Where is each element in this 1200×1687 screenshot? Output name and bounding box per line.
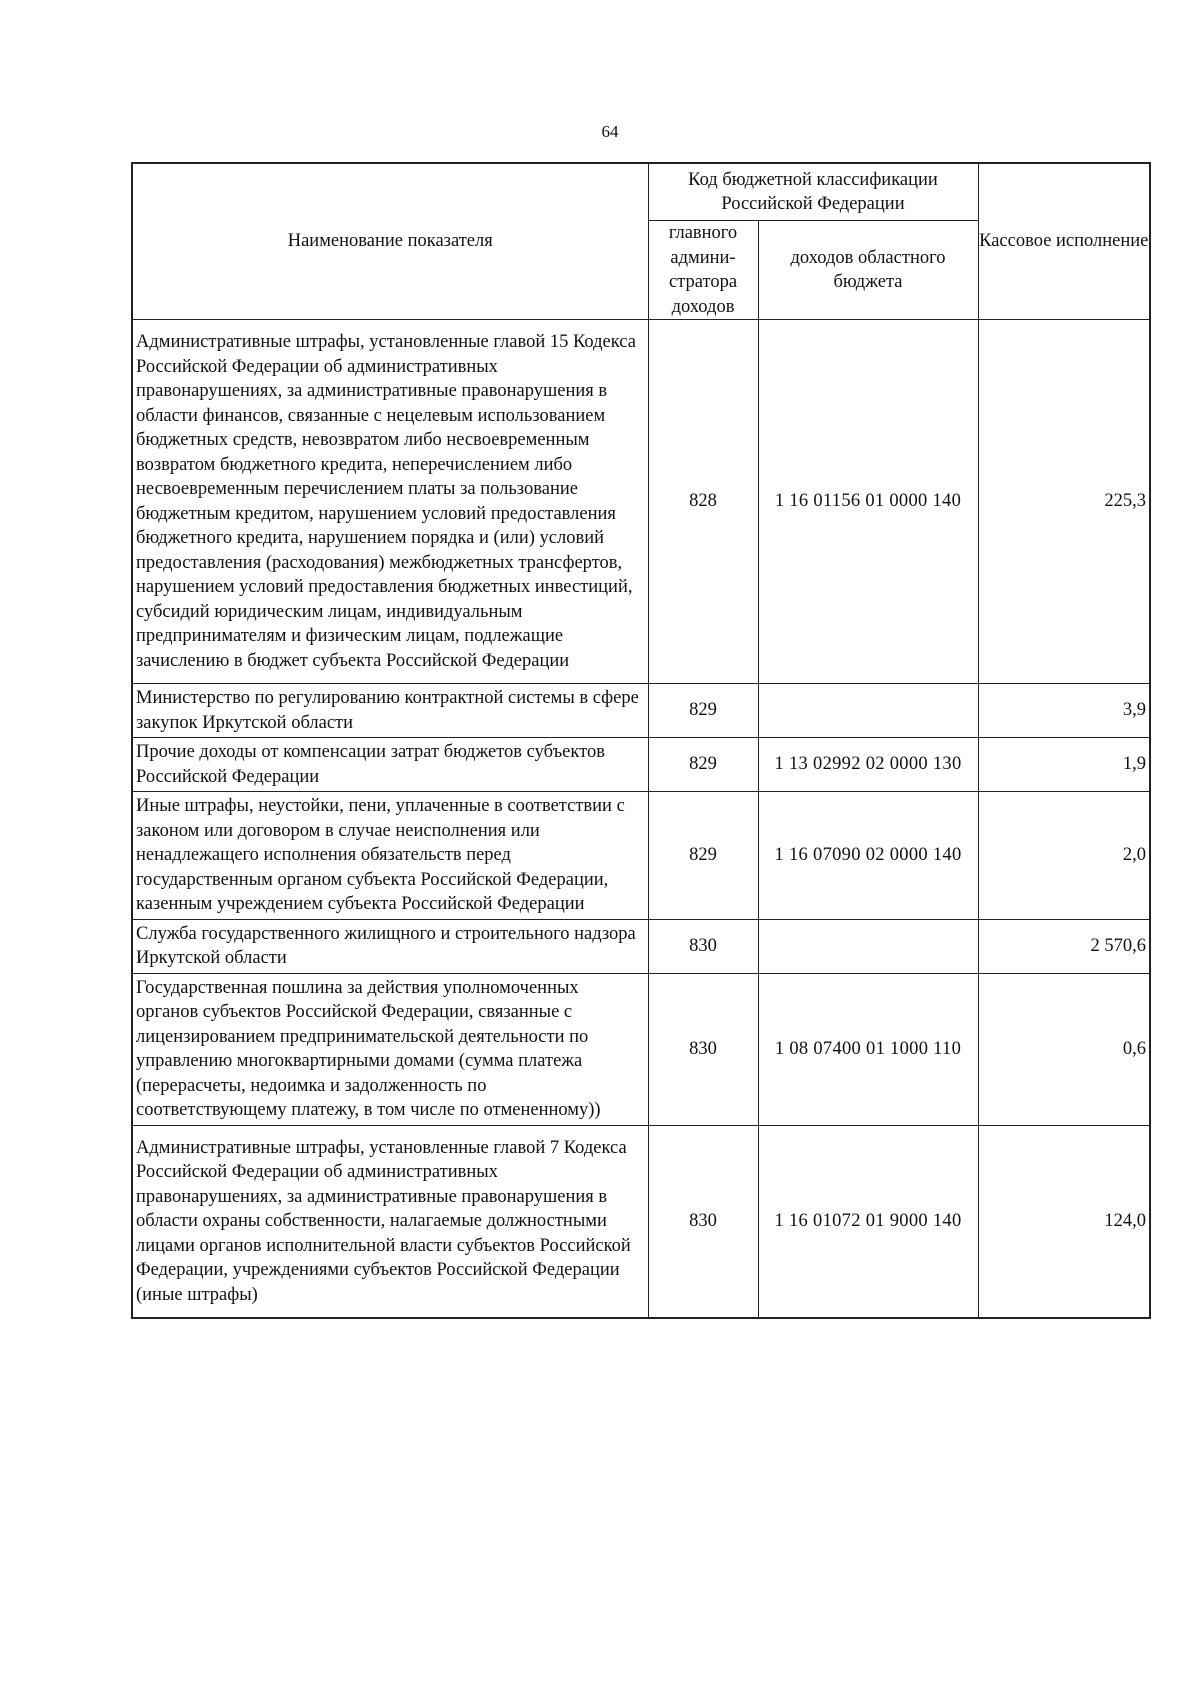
header-admin-line: доходов	[671, 296, 735, 317]
income-code-cell	[758, 684, 978, 738]
admin-code-cell: 829	[648, 684, 758, 738]
indicator-name-cell: Государственная пошлина за действия уполномоченных органов субъектов Российской Федерации, связанные с лицензированием предпринимательской деятельности по управлению многоквартирными домами (сумма платежа (перерасчеты, недоимка и задолженность по соответствующему платежу, в том числе по отмененному))	[132, 973, 648, 1125]
header-admin-line: стратора	[668, 272, 738, 292]
indicator-name-cell: Прочие доходы от компенсации затрат бюджетов субъектов Российской Федерации	[132, 738, 648, 792]
table-row	[132, 792, 1150, 920]
header-budget-classification-code: Код бюджетной классификации Российской Федерации	[648, 163, 978, 221]
table-row	[132, 684, 1150, 738]
admin-code-cell: 830	[648, 1125, 758, 1318]
table-row	[132, 320, 1150, 684]
indicator-name-cell: Служба государственного жилищного и строительного надзора Иркутской области	[132, 919, 648, 973]
header-indicator-name: Наименование показателя	[132, 163, 648, 320]
budget-execution-table	[131, 162, 1151, 1319]
admin-code-cell: 829	[648, 738, 758, 792]
amount-cell: 2 570,6	[978, 919, 1150, 973]
income-code-cell: 1 16 01072 01 9000 140	[758, 1125, 978, 1318]
amount-cell: 225,3	[978, 320, 1150, 684]
amount-cell: 2,0	[978, 792, 1150, 920]
header-regional-budget-income: доходов областного бюджета	[758, 221, 978, 320]
indicator-name-cell: Административные штрафы, установленные главой 15 Кодекса Российской Федерации об административных правонарушениях, за административные правонарушения в области финансов, связанные с нецелевым использованием бюджетных средств, невозвратом либо несвоевременным возвратом бюджетного кредита, неперечислением либо несвоевременным перечислением платы за пользование бюджетным кредитом, нарушением условий предоставления бюджетного кредита, нарушением порядка и (или) условий предоставления (расходования) межбюджетных трансфертов, нарушением условий предоставления бюджетных инвестиций, субсидий юридическим лицам, индивидуальным предпринимателям и физическим лицам, подлежащие зачислению в бюджет субъекта Российской Федерации	[132, 320, 648, 684]
income-code-cell: 1 08 07400 01 1000 110	[758, 973, 978, 1125]
header-cash-execution: Кассовое исполнение	[978, 163, 1150, 320]
income-code-cell: 1 16 07090 02 0000 140	[758, 792, 978, 920]
admin-code-cell: 830	[648, 919, 758, 973]
header-admin-line: админи-	[670, 247, 736, 268]
table-row	[132, 738, 1150, 792]
page-number: 64	[601, 122, 619, 141]
amount-cell: 1,9	[978, 738, 1150, 792]
amount-cell: 0,6	[978, 973, 1150, 1125]
amount-cell: 124,0	[978, 1125, 1150, 1318]
table-row	[132, 1125, 1150, 1318]
header-admin-line: главного	[668, 223, 738, 243]
indicator-name-cell: Административные штрафы, установленные главой 7 Кодекса Российской Федерации об административных правонарушениях, за административные правонарушения в области охраны собственности, налагаемые должностными лицами органов исполнительной власти субъектов Российской Федерации, учреждениями субъектов Российской Федерации (иные штрафы)	[132, 1125, 648, 1318]
indicator-name-cell: Министерство по регулированию контрактной системы в сфере закупок Иркутской области	[132, 684, 648, 738]
table-row	[132, 919, 1150, 973]
admin-code-cell: 830	[648, 973, 758, 1125]
indicator-name-cell: Иные штрафы, неустойки, пени, уплаченные в соответствии с законом или договором в случае неисполнения или ненадлежащего исполнения обязательств перед государственным органом субъекта Российской Федерации, казенным учреждением субъекта Российской Федерации	[132, 792, 648, 920]
admin-code-cell: 828	[648, 320, 758, 684]
income-code-cell: 1 13 02992 02 0000 130	[758, 738, 978, 792]
income-code-cell: 1 16 01156 01 0000 140	[758, 320, 978, 684]
income-code-cell	[758, 919, 978, 973]
header-chief-administrator	[648, 221, 758, 320]
admin-code-cell: 829	[648, 792, 758, 920]
amount-cell: 3,9	[978, 684, 1150, 738]
table-row	[132, 973, 1150, 1125]
